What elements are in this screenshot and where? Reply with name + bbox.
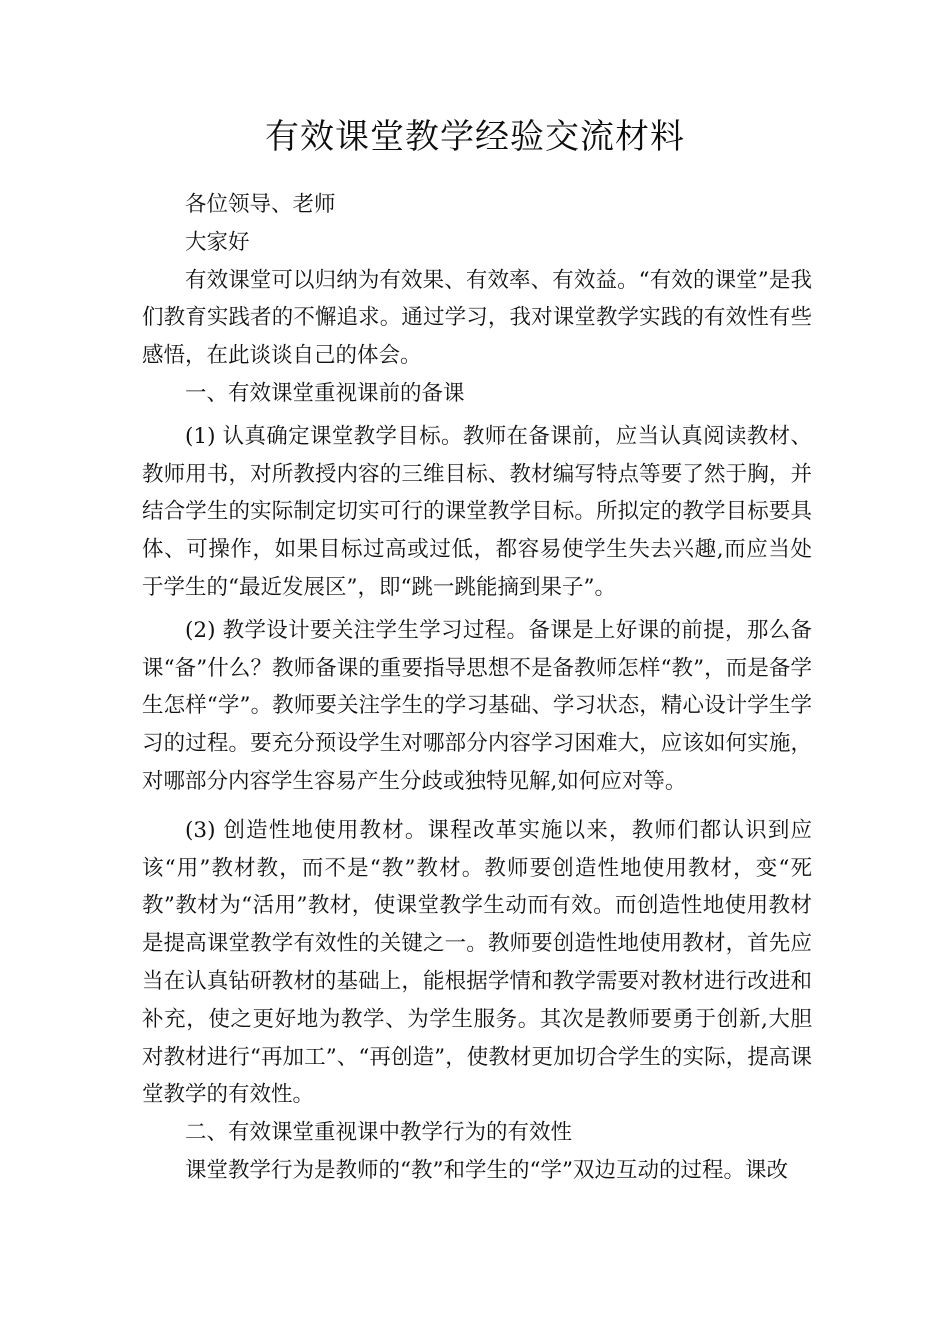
document-body	[142, 186, 812, 1190]
body-paragraph-final: 课堂教学行为是教师的“教”和学生的“学”双边互动的过程。课改	[185, 1157, 788, 1183]
salutation-line: 各位领导、老师	[185, 192, 336, 217]
item-paragraph-3: (3) 创造性地使用教材。课程改革实施以来，教师们都认识到应该“用”教材教，而不是“教”教材。教师要创造性地使用教材，变“死教”教材为“活用”教材，使课堂教学生动而有效。而创造性地使用教材是提高课堂教学有效性的关键之一。教师要创造性地使用教材，首先应当在认真钻研教材的基础上，能根据学情和教学需要对教材进行改进和补充，使之更好地为教学、为学生服务。其次是教师要勇于创新,大胆对教材进行“再加工”、“再创造”，使教材更加切合学生的实际，提高课堂教学的有效性。	[142, 817, 812, 1108]
section-heading-1: 一、有效课堂重视课前的备课	[185, 380, 465, 406]
greeting-line: 大家好	[185, 229, 250, 255]
item-paragraph-1: (1) 认真确定课堂教学目标。教师在备课前，应当认真阅读教材、教师用书，对所教授内容的三维目标、教材编写特点等要了然于胸，并结合学生的实际制定切实可行的课堂教学目标。所拟定的教学目标要具体、可操作，如果目标过高或过低，都容易使学生失去兴趣,而应当处于学生的“最近发展区”，即“跳一跳能摘到果子”。	[142, 423, 812, 600]
item-paragraph-2: (2) 教学设计要关注学生学习过程。备课是上好课的前提，那么备课“备”什么？教师备课的重要指导思想不是备教师怎样“教”，而是备学生怎样“学”。教师要关注学生的学习基础、学习状态，精心设计学生学习的过程。要充分预设学生对哪部分内容学习困难大，应该如何实施，对哪部分内容学生容易产生分歧或独特见解,如何应对等。	[142, 617, 812, 794]
intro-paragraph: 有效课堂可以归纳为有效果、有效率、有效益。“有效的课堂”是我们教育实践者的不懈追求。通过学习，我对课堂教学实践的有效性有些感悟，在此谈谈自己的体会。	[142, 267, 812, 369]
section-heading-2: 二、有效课堂重视课中教学行为的有效性	[185, 1120, 573, 1146]
document-title: 有效课堂教学经验交流材料	[265, 117, 685, 157]
